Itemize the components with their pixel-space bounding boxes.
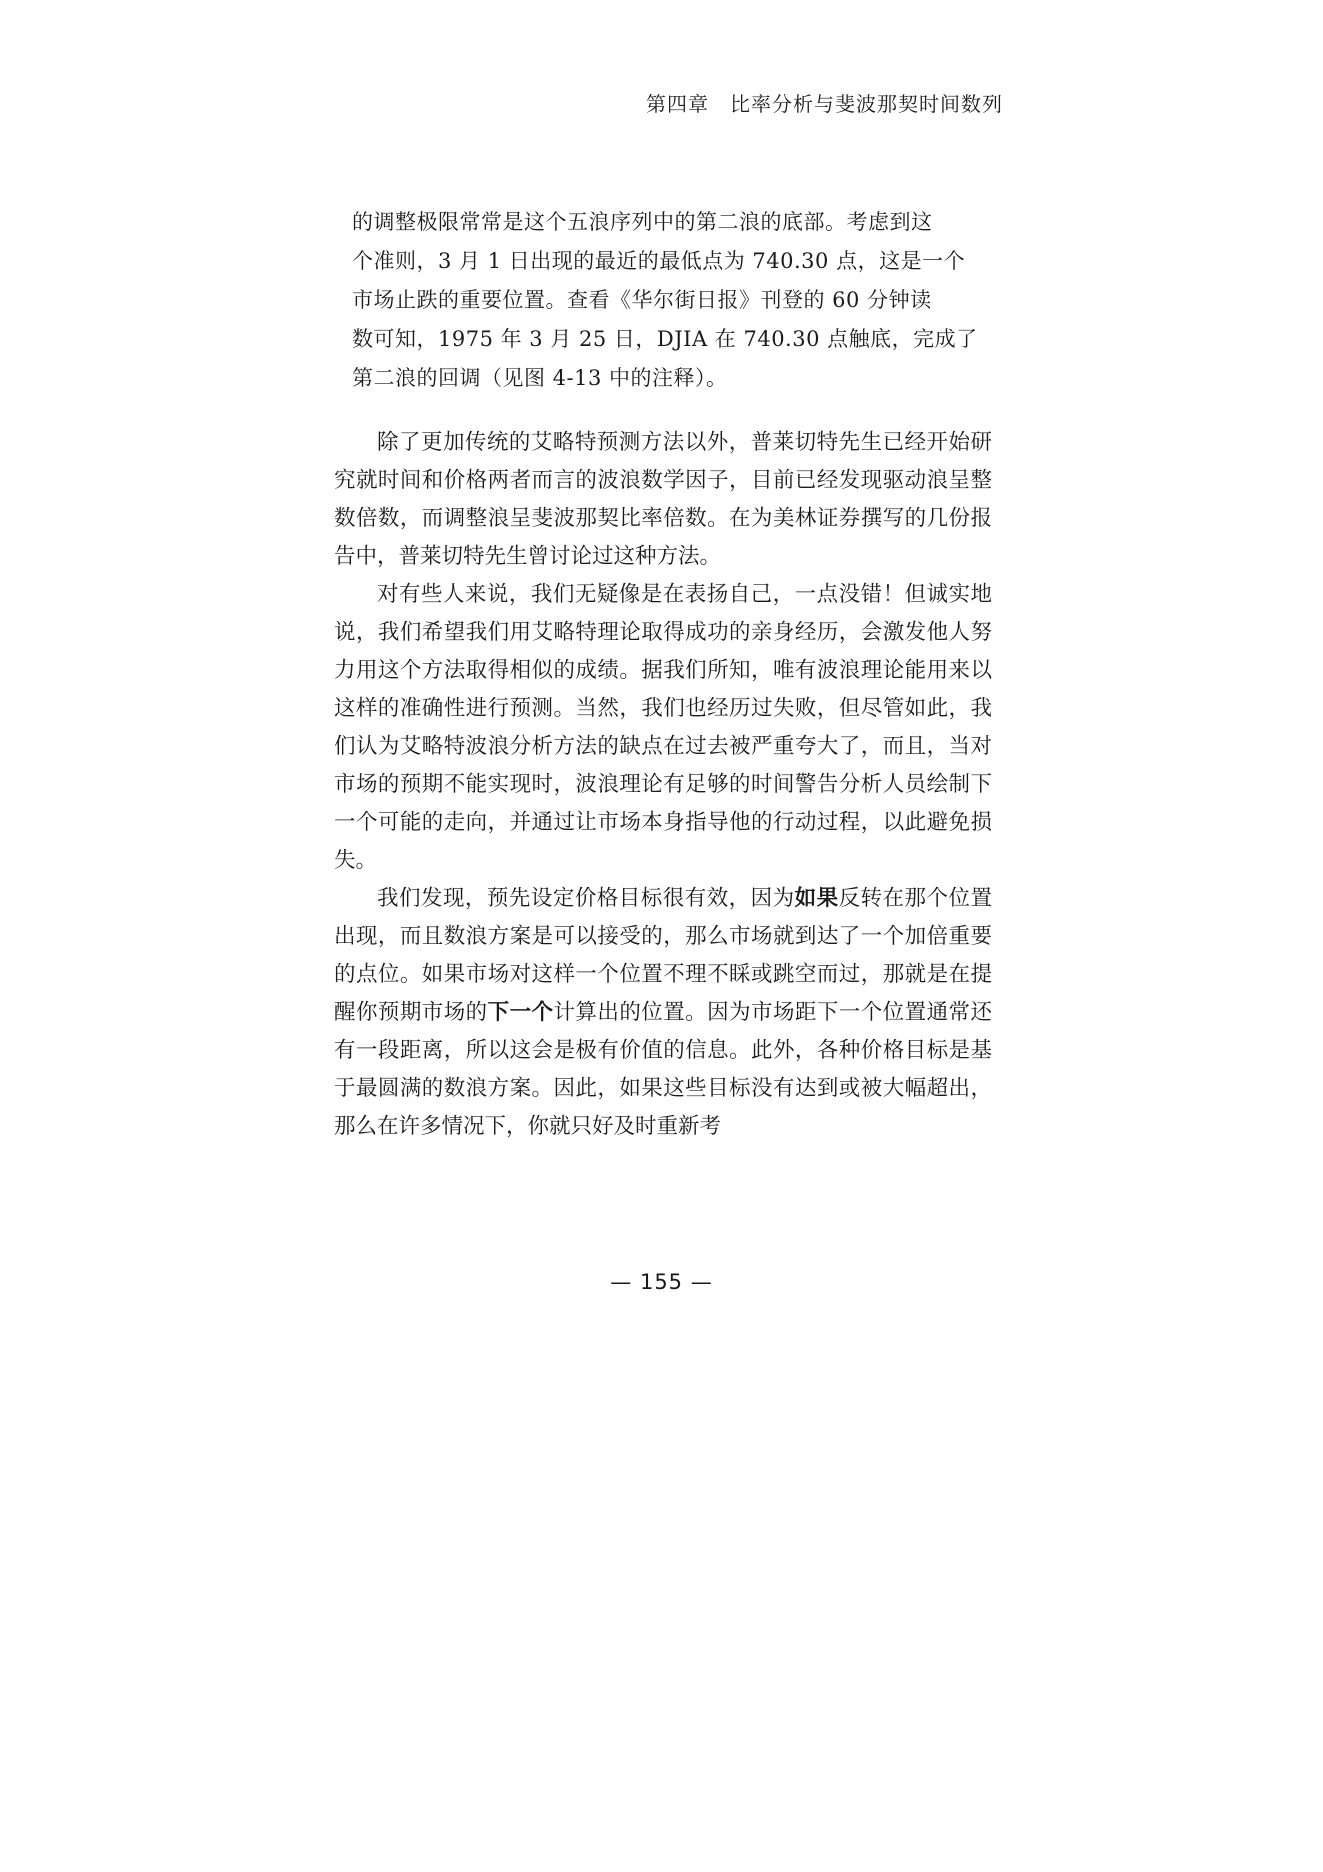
emphasis-text: 如果 [794, 886, 839, 911]
quote-line: 的调整极限常常是这个五浪序列中的第二浪的底部。考虑到这 [352, 210, 933, 234]
quote-line: 数可知，1975 年 3 月 25 日，DJIA 在 740.30 点触底，完成了 [352, 327, 978, 351]
paragraph-text: 反转在那个位置出现，而且数浪方案是可以接受的，那么市场就到达了一个加倍重要的点位。如果市场对这样一个位置不理不睬或跳空而过，那就是在提醒你预期市场的 [334, 886, 992, 1025]
paragraph [334, 880, 992, 1146]
page-number: — 155 — [610, 1270, 713, 1294]
emphasis-text: 下一个 [487, 1000, 554, 1025]
paragraph-text: 我们发现，预先设定价格目标很有效，因为 [377, 886, 795, 911]
quote-line: 第二浪的回调（见图 4-13 中的注释）。 [352, 366, 728, 390]
paragraph: 除了更加传统的艾略特预测方法以外，普莱切特先生已经开始研究就时间和价格两者而言的波浪数学因子，目前已经发现驱动浪呈整数倍数，而调整浪呈斐波那契比率倍数。在为美林证券撰写的几份报告中，普莱切特先生曾讨论过这种方法。 [334, 430, 992, 569]
body-text [334, 424, 992, 1146]
quote-line: 市场止跌的重要位置。查看《华尔街日报》刊登的 60 分钟读 [352, 288, 932, 312]
paragraph: 对有些人来说，我们无疑像是在表扬自己，一点没错！但诚实地说，我们希望我们用艾略特理论取得成功的亲身经历，会激发他人努力用这个方法取得相似的成绩。据我们所知，唯有波浪理论能用来以这样的准确性进行预测。当然，我们也经历过失败，但尽管如此，我们认为艾略特波浪分析方法的缺点在过去被严重夸大了，而且，当对市场的预期不能实现时，波浪理论有足够的时间警告分析人员绘制下一个可能的走向，并通过让市场本身指导他的行动过程，以此避免损失。 [334, 582, 992, 873]
running-head: 第四章 比率分析与斐波那契时间数列 [646, 92, 1003, 116]
block-quote [352, 203, 982, 398]
quote-line: 个准则，3 月 1 日出现的最近的最低点为 740.30 点，这是一个 [352, 249, 966, 273]
paragraph-text: 计算出的位置。因为市场距下一个位置通常还有一段距离，所以这会是极有价值的信息。此外，各种价格目标是基于最圆满的数浪方案。因此，如果这些目标没有达到或被大幅超出，那么在许多情况下，你就只好及时重新考 [334, 1000, 992, 1139]
